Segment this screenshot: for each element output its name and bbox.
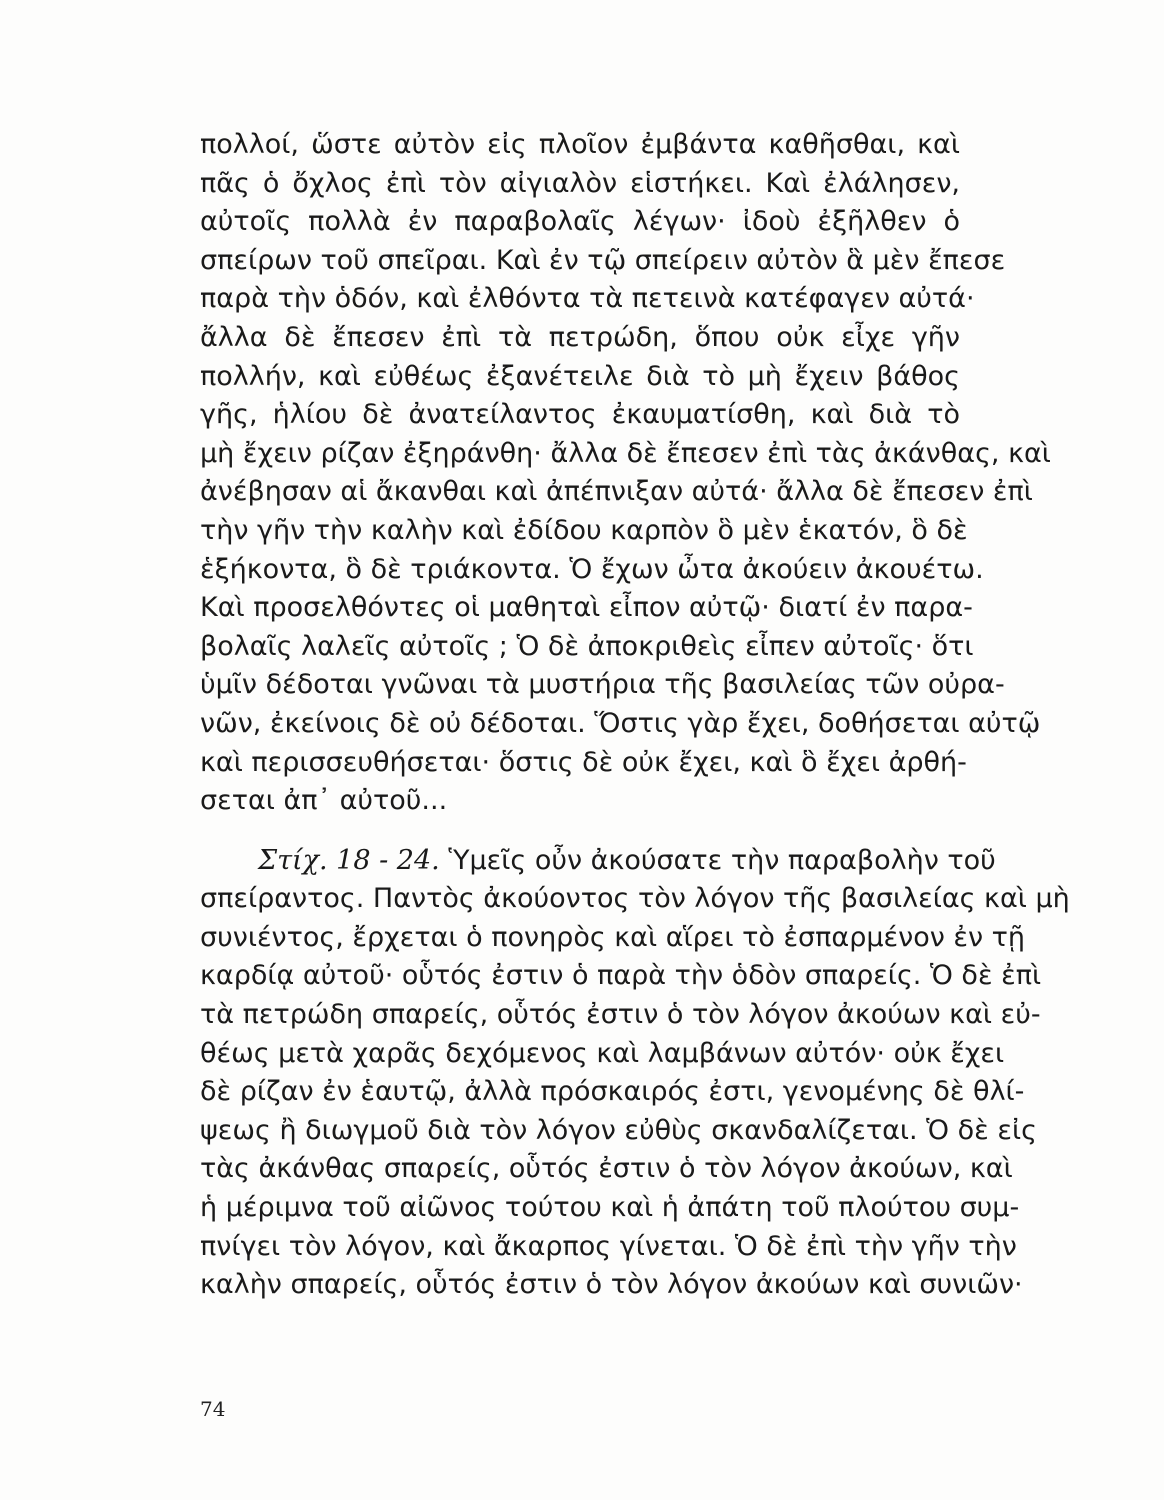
text-line: πολλοί, ὥστε αὐτὸν εἰς πλοῖον ἐμβάντα καθῆσθαι, καὶ <box>200 129 960 160</box>
text-line: σεται ἀπ᾽ αὐτοῦ... <box>200 785 448 817</box>
verse-reference: Στίχ. 18 - 24. <box>258 844 440 876</box>
paragraph-1 <box>200 126 1051 821</box>
text-line: καὶ περισσευθήσεται· ὅστις δὲ οὐκ ἔχει, καὶ ὃ ἔχει ἀρθή- <box>200 746 967 778</box>
text-line: ἡ μέριμνα τοῦ αἰῶνος τούτου καὶ ἡ ἀπάτη τοῦ πλούτου συμ- <box>200 1192 1020 1224</box>
text-line: τὰ πετρώδη σπαρείς, οὗτός ἐστιν ὁ τὸν λόγον ἀκούων καὶ εὐ- <box>200 999 1041 1031</box>
paragraph-gap <box>200 821 960 842</box>
text-line: βολαῖς λαλεῖς αὐτοῖς ; Ὁ δὲ ἀποκριθεὶς εἶπεν αὐτοῖς· ὅτι <box>200 630 974 662</box>
text-line: νῶν, ἐκείνοις δὲ οὐ δέδοται. Ὅστις γὰρ ἔχει, δοθήσεται αὐτῷ <box>200 707 1041 739</box>
text-line: θέως μετὰ χαρᾶς δεχόμενος καὶ λαμβάνων αὐτόν· οὐκ ἔχει <box>200 1037 1005 1069</box>
text-line: τὰς ἀκάνθας σπαρείς, οὗτός ἐστιν ὁ τὸν λόγον ἀκούων, καὶ <box>200 1153 1013 1185</box>
paragraph-2-opening: Ὑμεῖς οὖν ἀκούσατε τὴν παραβολὴν τοῦ <box>448 844 996 876</box>
text-line: σπείραντος. Παντὸς ἀκούοντος τὸν λόγον τῆς βασιλείας καὶ μὴ <box>200 883 1070 915</box>
text-line: παρὰ τὴν ὁδόν, καὶ ἐλθόντα τὰ πετεινὰ κατέφαγεν αὐτά· <box>200 283 975 315</box>
text-line: γῆς, ἡλίου δὲ ἀνατείλαντος ἐκαυματίσθη, καὶ διὰ τὸ <box>200 399 960 431</box>
text-line: πολλήν, καὶ εὐθέως ἐξανέτειλε διὰ τὸ μὴ ἔχειν βάθος <box>200 360 960 392</box>
text-line: σπείρων τοῦ σπεῖραι. Καὶ ἐν τῷ σπείρειν αὐτὸν ἃ μὲν ἔπεσε <box>200 244 1006 276</box>
text-line: ἀνέβησαν αἱ ἄκανθαι καὶ ἀπέπνιξαν αὐτά· ἄλλα δὲ ἔπεσεν ἐπὶ <box>200 476 1033 508</box>
text-line: συνιέντος, ἔρχεται ὁ πονηρὸς καὶ αἵρει τὸ ἐσπαρμένον ἐν τῇ <box>200 921 1026 953</box>
text-line: ἄλλα δὲ ἔπεσεν ἐπὶ τὰ πετρώδη, ὅπου οὐκ εἶχε γῆν <box>200 321 960 353</box>
text-line: ψεως ἢ διωγμοῦ διὰ τὸν λόγον εὐθὺς σκανδαλίζεται. Ὁ δὲ εἰς <box>200 1114 1037 1146</box>
text-line: τὴν γῆν τὴν καλὴν καὶ ἐδίδου καρπὸν ὃ μὲν ἑκατόν, ὃ δὲ <box>200 514 968 546</box>
text-line: καρδίᾳ αὐτοῦ· οὗτός ἐστιν ὁ παρὰ τὴν ὁδὸν σπαρείς. Ὁ δὲ ἐπὶ <box>200 960 1042 992</box>
paragraph-2-first-line <box>200 842 996 881</box>
text-line: ἑξήκοντα, ὃ δὲ τριάκοντα. Ὁ ἔχων ὦτα ἀκούειν ἀκουέτω. <box>200 553 984 585</box>
text-line: Καὶ προσελθόντες οἱ μαθηταὶ εἶπον αὐτῷ· διατί ἐν παρα- <box>200 592 973 624</box>
text-line: πᾶς ὁ ὄχλος ἐπὶ τὸν αἰγιαλὸν εἱστήκει. Καὶ ἐλάλησεν, <box>200 167 960 199</box>
text-line: δὲ ρίζαν ἐν ἑαυτῷ, ἀλλὰ πρόσκαιρός ἐστι, γενομένης δὲ θλί- <box>200 1076 1025 1108</box>
text-line: καλὴν σπαρείς, οὗτός ἐστιν ὁ τὸν λόγον ἀκούων καὶ συνιῶν· <box>200 1269 1023 1301</box>
text-line: πνίγει τὸν λόγον, καὶ ἄκαρπος γίνεται. Ὁ δὲ ἐπὶ τὴν γῆν τὴν <box>200 1230 1017 1262</box>
text-line: μὴ ἔχειν ρίζαν ἐξηράνθη· ἄλλα δὲ ἔπεσεν ἐπὶ τὰς ἀκάνθας, καὶ <box>200 437 1051 469</box>
text-line: αὐτοῖς πολλὰ ἐν παραβολαῖς λέγων· ἰδοὺ ἐξῆλθεν ὁ <box>200 206 960 238</box>
text-line: ὑμῖν δέδοται γνῶναι τὰ μυστήρια τῆς βασιλείας τῶν οὐρα- <box>200 669 1005 701</box>
body-text <box>200 126 1070 1305</box>
paragraph-2 <box>200 880 1070 1305</box>
page-number: 74 <box>200 1397 226 1421</box>
